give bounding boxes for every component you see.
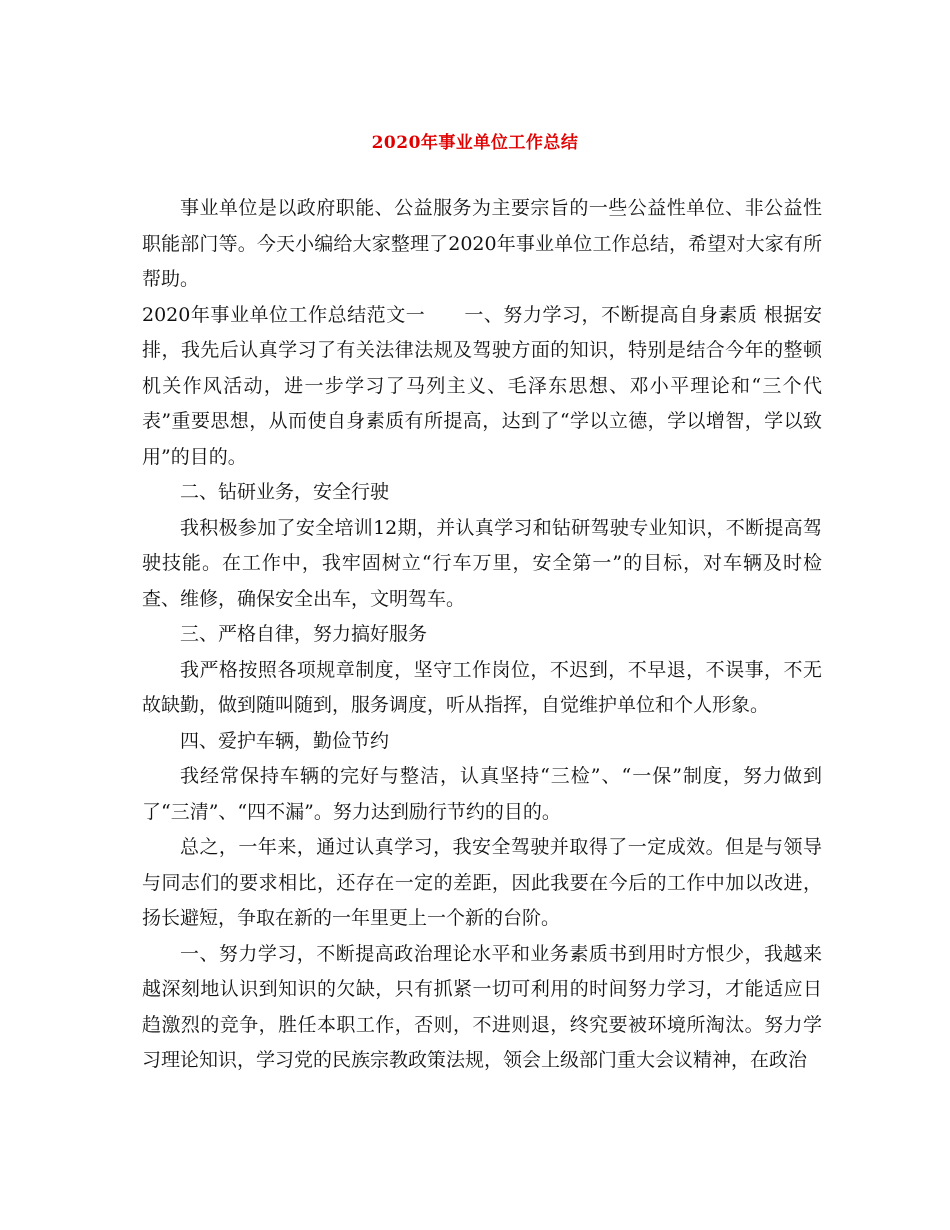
- intro-paragraph: 事业单位是以政府职能、公益服务为主要宗旨的一些公益性单位、非公益性职能部门等。今天小编给大家整理了2020年事业单位工作总结，希望对大家有所帮助。: [142, 197, 822, 290]
- document-title: 2020年事业单位工作总结: [371, 133, 579, 153]
- section-one-paragraph: 2020年事业单位工作总结范文一 一、努力学习，不断提高自身素质 根据安排，我先后认真学习了有关法律法规及驾驶方面的知识，特别是结合今年的整顿机关作风活动，进一步学习了马列主义、毛泽东思想、邓小平理论和“三个代表”重要思想，从而使自身素质有所提高，达到了“学以立德，学以增智，学以致用”的目的。: [142, 303, 822, 468]
- heading-two: 二、钻研业务，安全行驶: [180, 481, 390, 503]
- heading-three: 三、严格自律，努力搞好服务: [180, 623, 428, 645]
- study-paragraph: 一、努力学习，不断提高政治理论水平和业务素质书到用时方恨少，我越来越深刻地认识到知识的欠缺，只有抓紧一切可利用的时间努力学习，才能适应日趋激烈的竞争，胜任本职工作，否则，不进则退，终究要被环境所淘汰。努力学习理论知识，学习党的民族宗教政策法规，领会上级部门重大会议精神，在政治: [142, 942, 822, 1071]
- section-four-paragraph: 我经常保持车辆的完好与整洁，认真坚持“三检”、“一保”制度，努力做到了“三清”、“四不漏”。努力达到励行节约的目的。: [142, 765, 822, 823]
- section-three-paragraph: 我严格按照各项规章制度，坚守工作岗位，不迟到，不早退，不误事，不无故缺勤，做到随叫随到，服务调度，听从指挥，自觉维护单位和个人形象。: [142, 658, 822, 716]
- section-two-paragraph: 我积极参加了安全培训12期，并认真学习和钻研驾驶专业知识，不断提高驾驶技能。在工作中，我牢固树立“行车万里，安全第一”的目标，对车辆及时检查、维修，确保安全出车，文明驾车。: [142, 516, 822, 610]
- document-body: [142, 191, 822, 1079]
- heading-four: 四、爱护车辆，勤俭节约: [180, 729, 390, 752]
- summary-paragraph: 总之，一年来，通过认真学习，我安全驾驶并取得了一定成效。但是与领导与同志们的要求相比，还存在一定的差距，因此我要在今后的工作中加以改进，扬长避短，争取在新的一年里更上一个新的台阶。: [142, 836, 822, 929]
